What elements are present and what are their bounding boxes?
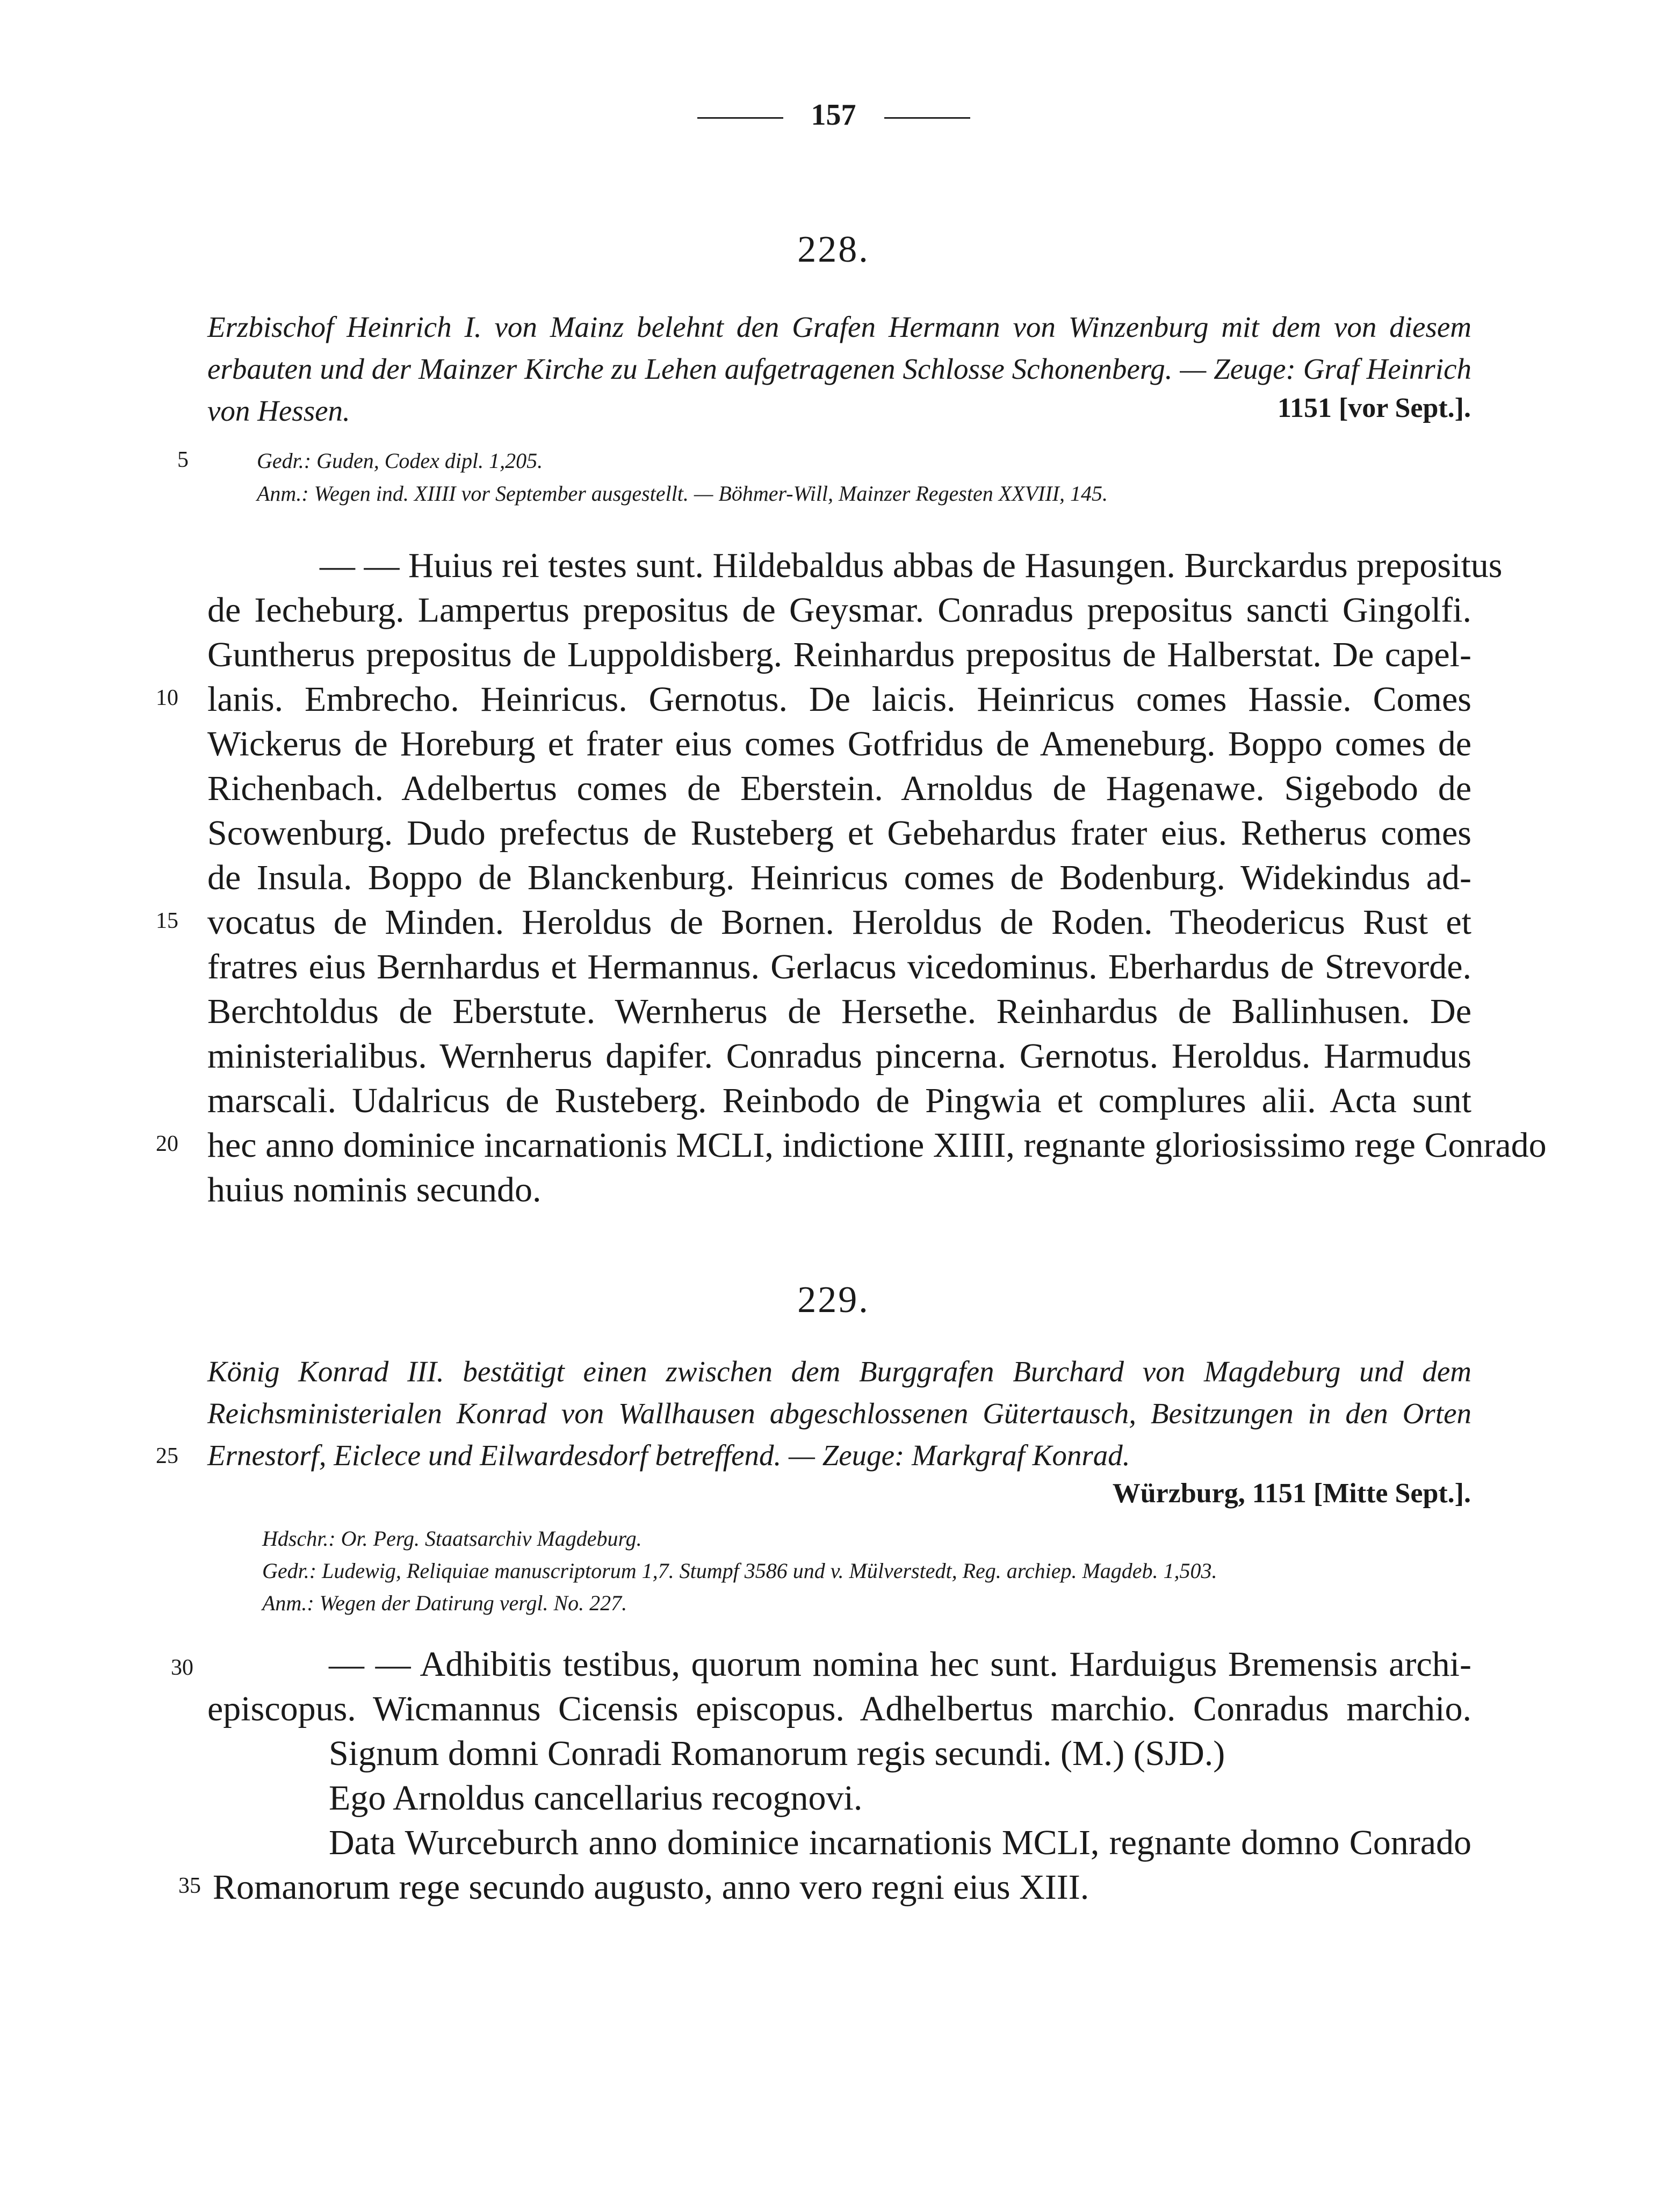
print-note-229: Gedr.: Ludewig, Reliquiae manuscriptorum 1,7. Stumpf 3586 und v. Mülverstedt, Reg. archiep. Magdeb. 1,503.	[262, 1559, 1217, 1583]
page-number	[0, 98, 1667, 132]
date-229: Würzburg, 1151 [Mitte Sept.].	[1112, 1478, 1471, 1509]
text-line: de Insula. Boppo de Blanckenburg. Heinricus comes de Bodenburg. Widekindus ad-	[207, 858, 1471, 897]
text-line: Berchtoldus de Eberstute. Wernherus de Hersethe. Reinhardus de Ballinhusen. De	[207, 992, 1471, 1031]
text-line: Scowenburg. Dudo prefectus de Rusteberg et Gebehardus frater eius. Retherus comes	[207, 813, 1471, 853]
text-line: Data Wurceburch anno dominice incarnationis MCLI, regnante domno Conrado	[329, 1823, 1471, 1862]
text-line: Guntherus prepositus de Luppoldisberg. Reinhardus prepositus de Halberstat. De capel-	[207, 635, 1471, 674]
regest-229-line: König Konrad III. bestätigt einen zwischen dem Burggrafen Burchard von Magdeburg und dem	[207, 1355, 1471, 1388]
text-line: ministerialibus. Wernherus dapifer. Conradus pincerna. Gernotus. Heroldus. Harmudus	[207, 1036, 1471, 1076]
text-line: huius nominis secundo.	[207, 1170, 542, 1209]
line-number: 30	[171, 1655, 193, 1680]
header-rule-right	[884, 117, 970, 119]
text-line: de Iecheburg. Lampertus prepositus de Geysmar. Conradus prepositus sancti Gingolfi.	[207, 590, 1471, 630]
text-line: vocatus de Minden. Heroldus de Bornen. Heroldus de Roden. Theodericus Rust et	[207, 903, 1471, 942]
document-number-229: 229.	[797, 1279, 870, 1321]
page-number-text: 157	[811, 98, 856, 132]
text-line: — — Huius rei testes sunt. Hildebaldus abbas de Hasungen. Burckardus prepositus	[320, 546, 1503, 585]
text-line: hec anno dominice incarnationis MCLI, indictione XIIII, regnante gloriosissimo rege Conrado	[207, 1126, 1547, 1165]
text-line: marscali. Udalricus de Rusteberg. Reinbodo de Pingwia et complures alii. Acta sunt	[207, 1081, 1471, 1120]
regest-229-line: Reichsministerialen Konrad von Wallhausen abgeschlossenen Gütertausch, Besitzungen in den Orten	[207, 1397, 1471, 1430]
line-number: 25	[156, 1444, 178, 1468]
annotation-229: Anm.: Wegen der Datirung vergl. No. 227.	[262, 1591, 627, 1615]
text-line: Richenbach. Adelbertus comes de Eberstein. Arnoldus de Hagenawe. Sigebodo de	[207, 769, 1471, 808]
date-228: 1151 [vor Sept.].	[1277, 393, 1471, 423]
text-line: lanis. Embrecho. Heinricus. Gernotus. De laicis. Heinricus comes Hassie. Comes	[207, 680, 1471, 719]
text-line: Signum domni Conradi Romanorum regis secundi. (M.) (SJD.)	[329, 1734, 1225, 1773]
text-line: Ego Arnoldus cancellarius recognovi.	[329, 1778, 863, 1818]
regest-228: Erzbischof Heinrich I. von Mainz belehnt den Grafen Hermann von Winzenburg mit dem von diesem erbauten und der Mainzer Kirche zu Lehen aufgetragenen Schlosse Schonenberg. — Zeuge: Graf Heinrich von Hessen.	[207, 311, 1471, 427]
header-rule-left	[697, 117, 783, 119]
manuscript-note-229: Hdschr.: Or. Perg. Staatsarchiv Magdeburg.	[262, 1526, 642, 1551]
line-number: 10	[156, 686, 178, 710]
line-number: 20	[156, 1132, 178, 1156]
line-number: 35	[178, 1874, 201, 1898]
line-number: 5	[177, 448, 189, 472]
text-line: Romanorum rege secundo augusto, anno vero regni eius XIII.	[213, 1868, 1089, 1907]
line-number: 15	[156, 909, 178, 933]
document-number-228: 228.	[797, 229, 870, 270]
text-line: fratres eius Bernhardus et Hermannus. Gerlacus vicedominus. Eberhardus de Strevorde.	[207, 947, 1471, 986]
text-line: Wickerus de Horeburg et frater eius comes Gotfridus de Ameneburg. Boppo comes de	[207, 724, 1471, 763]
regest-229-line: Ernestorf, Eiclece und Eilwardesdorf betreffend. — Zeuge: Markgraf Konrad.	[207, 1439, 1130, 1472]
print-note-228: Gedr.: Guden, Codex dipl. 1,205.	[257, 449, 543, 473]
text-line: — — Adhibitis testibus, quorum nomina hec sunt. Harduigus Bremensis archi-	[329, 1645, 1471, 1684]
text-line: episcopus. Wicmannus Cicensis episcopus. Adhelbertus marchio. Conradus marchio.	[207, 1689, 1471, 1728]
annotation-228: Anm.: Wegen ind. XIIII vor September ausgestellt. — Böhmer-Will, Mainzer Regesten XXVIII, 145.	[257, 481, 1108, 506]
